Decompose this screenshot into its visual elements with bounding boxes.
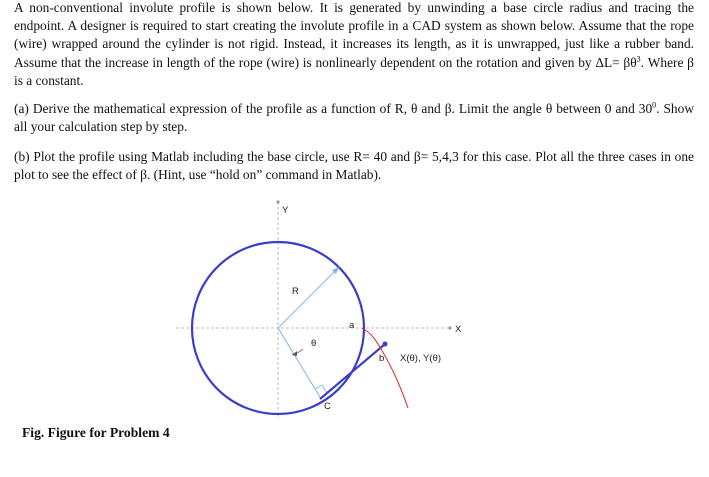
part-a-text-end: . Show all your calculation step by step. [14, 101, 694, 135]
figure-caption: Fig. Figure for Problem 4 [22, 425, 170, 440]
part-a-degree: 0 [652, 100, 657, 110]
point-b [383, 342, 388, 347]
label-b: b [379, 353, 385, 364]
part-a-text: (a) Derive the mathematical expression of the profile as a function of R, θ and β. Limit the angle θ between 0 and 30 [14, 101, 653, 116]
involute-profile [362, 328, 408, 408]
part-b: (b) Plot the profile using Matlab including the base circle, use R= 40 and β= 5,4,3 for this case. Plot all the three cases in one plot to see the effect of β. (Hint, use “hold on” command in Matlab). [14, 149, 694, 183]
label-a: a [349, 320, 355, 331]
label-x: X [455, 324, 462, 335]
intro-text-end: . Where β is a constant. [14, 54, 694, 88]
x-axis-arrow [448, 326, 451, 329]
intro-text: A non-conventional involute profile is shown below. It is generated by unwinding a base circle radius and tracing the endpoint. A designer is required to start creating the involute profile in a CAD system as shown below. Assume that the rope (wire) wrapped around the cylinder is not rigid. Instead, it increases its length, as it is unwrapped, just like a rubber band. Assume that the increase in length of the rope (wire) is nonlinearly dependent on the rotation and given by ΔL= βθ [14, 0, 694, 70]
tangent-line [320, 344, 385, 399]
label-y: Y [282, 205, 289, 216]
label-point: X(θ), Y(θ) [400, 353, 442, 364]
label-c: C [324, 401, 331, 412]
y-axis-arrow [276, 200, 279, 203]
intro-exponent: 3 [636, 54, 641, 64]
label-r: R [292, 286, 299, 297]
radius-line [278, 267, 339, 328]
label-theta: θ [311, 338, 317, 349]
